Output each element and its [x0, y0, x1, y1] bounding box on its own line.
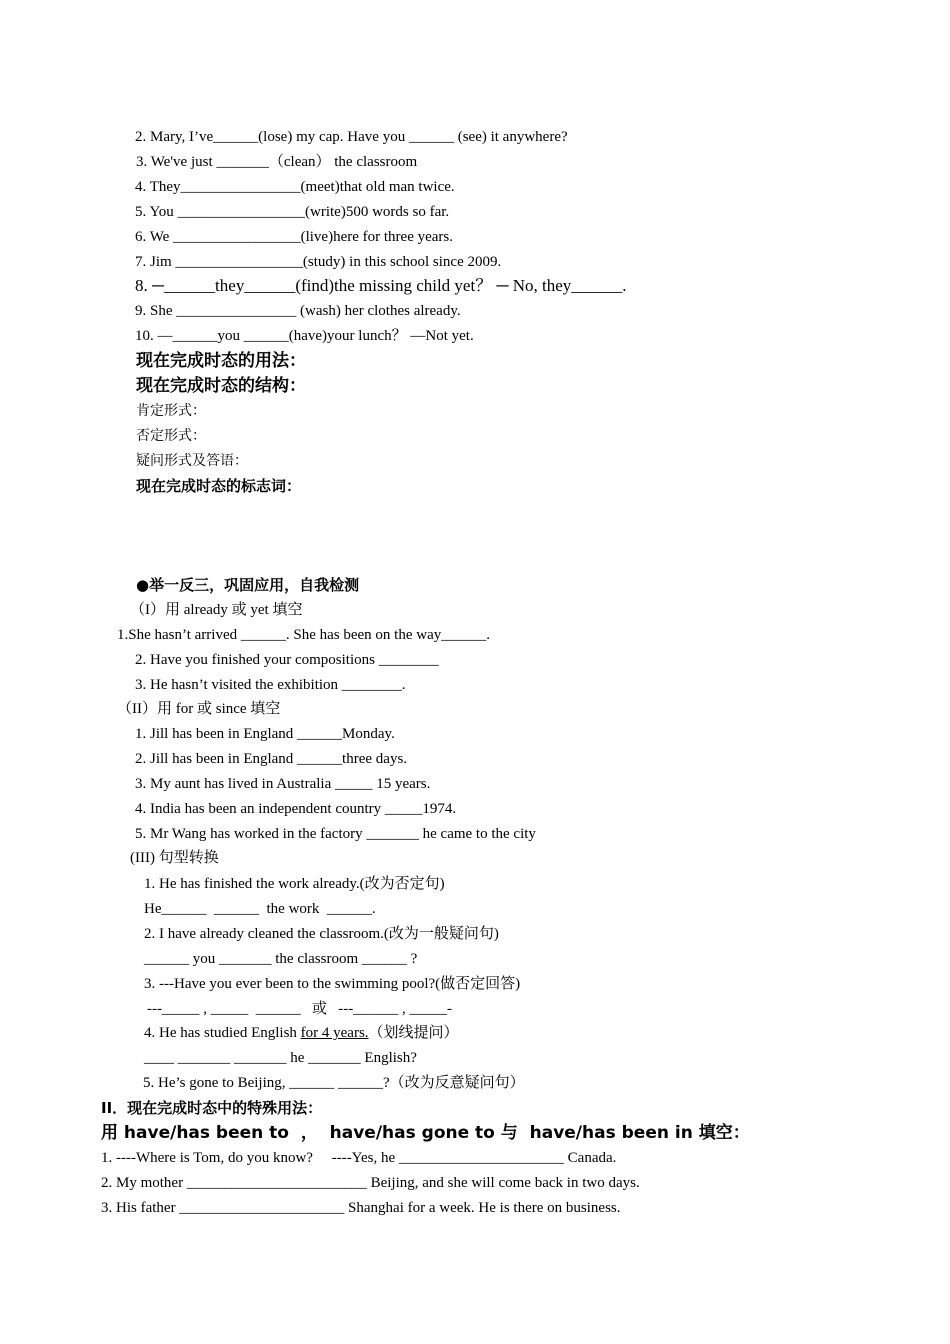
structure-heading: 现在完成时态的结构：: [136, 376, 306, 396]
exercise-item-8: 8. ─______they______(find)the missing child yet？ ─ No, they______.: [135, 276, 627, 295]
question-4-underlined: for 4 years.: [300, 1025, 369, 1041]
part3-answer-2: ______ you _______ the classroom ______ ?: [144, 951, 418, 967]
part3-question-1: 1. He has finished the work already.(改为否定句): [144, 876, 445, 892]
section2-heading: II．现在完成时态中的特殊用法：: [101, 1099, 323, 1117]
part3-title: (III) 句型转换: [130, 850, 219, 866]
part3-question-3: 3. ---Have you ever been to the swimming pool?(做否定回答): [144, 976, 521, 992]
part2-item-4: 4. India has been an independent country _____1974.: [135, 801, 457, 817]
section2-item-3: 3. His father ______________________ Shanghai for a week. He is there on business.: [101, 1200, 621, 1216]
exercise-item-5: 5. You _________________(write)500 words so far.: [135, 204, 450, 220]
part3-question-4: [144, 1023, 459, 1043]
part2-item-3: 3. My aunt has lived in Australia _____ 15 years.: [135, 776, 431, 792]
question-4-prefix: 4. He has studied English: [144, 1025, 301, 1041]
part1-item-3: 3. He hasn’t visited the exhibition ________.: [135, 677, 406, 693]
part3-answer-1: He______ ______ the work ______.: [144, 901, 376, 917]
exercise-item-7: 7. Jim _________________(study) in this school since 2009.: [135, 254, 502, 270]
section2-item-2: 2. My mother ________________________ Beijing, and she will come back in two days.: [101, 1175, 640, 1191]
part2-item-2: 2. Jill has been in England ______three days.: [135, 751, 408, 767]
part2-item-1: 1. Jill has been in England ______Monday.: [135, 726, 395, 742]
question-4-suffix: （划线提问）: [368, 1025, 459, 1041]
interrogative-label: 疑问形式及答语：: [136, 453, 248, 469]
part1-title: （I）用 already 或 yet 填空: [130, 602, 303, 618]
part2-title: （II）用 for 或 since 填空: [117, 701, 281, 717]
part3-question-2: 2. I have already cleaned the classroom.(改为一般疑问句): [144, 926, 499, 942]
exercise-item-4: 4. They________________(meet)that old man twice.: [135, 179, 455, 195]
exercise-item-9: 9. She ________________ (wash) her clothes already.: [135, 303, 461, 319]
practice-heading: ●举一反三，巩固应用，自我检测: [136, 576, 360, 594]
part3-answer-4: ____ _______ _______ he _______ English?: [144, 1050, 417, 1066]
usage-heading: 现在完成时态的用法：: [136, 351, 306, 371]
section2-item-1: 1. ----Where is Tom, do you know? ----Yes, he ______________________ Canada.: [101, 1150, 617, 1166]
part3-question-5: 5. He’s gone to Beijing, ______ ______?（改为反意疑问句）: [143, 1075, 525, 1091]
exercise-item-6: 6. We _________________(live)here for three years.: [135, 229, 454, 245]
part1-item-2: 2. Have you finished your compositions ________: [135, 652, 439, 668]
exercise-item-2: 2. Mary, I’ve______(lose) my cap. Have you ______ (see) it anywhere?: [135, 129, 568, 145]
exercise-item-10: 10. —______you ______(have)your lunch？ —Not yet.: [135, 328, 474, 344]
affirmative-label: 肯定形式：: [136, 403, 206, 419]
exercise-item-3: 3. We've just _______（clean） the classroom: [136, 154, 418, 170]
signal-words-heading: 现在完成时态的标志词：: [136, 477, 302, 495]
part3-answer-3: ---_____ , _____ ______ 或 ---______ , _____-: [147, 1001, 452, 1017]
section2-instruction: 用 have/has been to ， have/has gone to 与 have/has been in 填空：: [101, 1123, 750, 1143]
part2-item-5: 5. Mr Wang has worked in the factory _______ he came to the city: [135, 826, 536, 842]
negative-label: 否定形式：: [136, 428, 206, 444]
part1-item-1: 1.She hasn’t arrived ______. She has been on the way______.: [117, 627, 490, 643]
